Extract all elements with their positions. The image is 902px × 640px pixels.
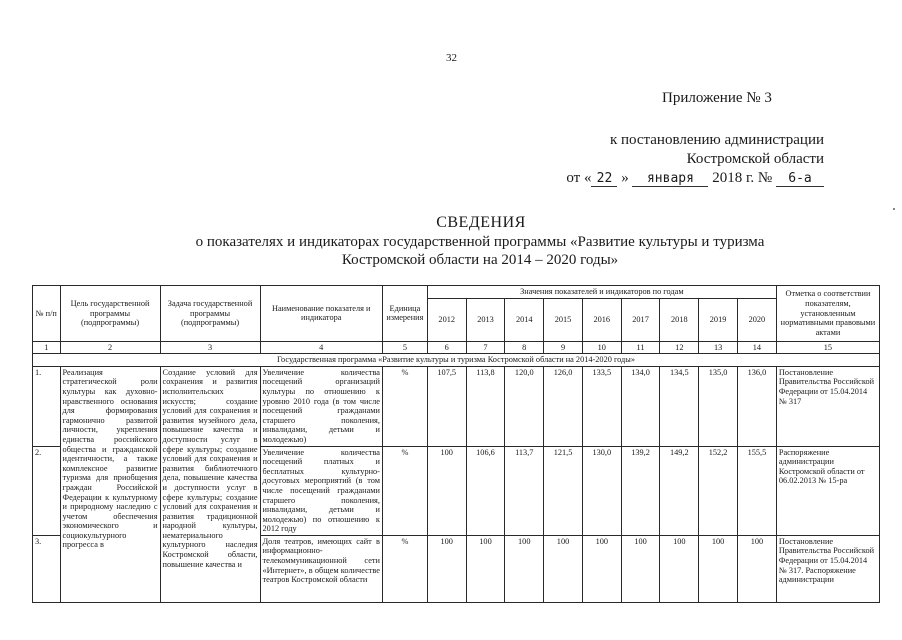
program-title: Государственная программа «Развитие культуры и туризма Костромской области на 2014-2020 годы» bbox=[33, 354, 880, 367]
column-number: 15 bbox=[776, 341, 879, 354]
column-number: 9 bbox=[544, 341, 583, 354]
date-month: января bbox=[632, 172, 708, 187]
value-cell: 107,5 bbox=[427, 366, 466, 446]
column-number: 8 bbox=[505, 341, 544, 354]
indicator-cell: Доля театров, имеющих сайт в информационно-телекоммуникационной сети «Интернет», в общем количестве театров Костромской области bbox=[260, 535, 382, 602]
decree-line-2: Костромской области bbox=[686, 151, 824, 167]
unit-cell: % bbox=[382, 366, 427, 446]
column-number: 12 bbox=[660, 341, 699, 354]
column-number: 5 bbox=[382, 341, 427, 354]
decree-reference bbox=[520, 131, 824, 188]
row-num: 2. bbox=[33, 446, 61, 535]
unit-cell: % bbox=[382, 535, 427, 602]
value-cell: 100 bbox=[466, 535, 505, 602]
header-year: 2012 bbox=[427, 298, 466, 341]
value-cell: 113,8 bbox=[466, 366, 505, 446]
goal-cell: Реализация стратегической роли культуры как духовно-нравственного основания для формирования гармонично развитой личности, укрепления единства российского общества и гражданской идентичности, а также комплексное развитие туризма для приобщения граждан Российской Федерации к культурному и природному наследию с учетом обеспечения экономического и социокультурного прогресса в bbox=[60, 366, 160, 602]
value-cell: 100 bbox=[427, 535, 466, 602]
header-compliance: Отметка о соответствии показателям, установленным нормативными правовыми актами bbox=[776, 286, 879, 342]
value-cell: 106,6 bbox=[466, 446, 505, 535]
header-year: 2014 bbox=[505, 298, 544, 341]
value-cell: 139,2 bbox=[621, 446, 660, 535]
value-cell: 155,5 bbox=[737, 446, 776, 535]
header-goal: Цель государственной программы (подпрограммы) bbox=[60, 286, 160, 342]
value-cell: 126,0 bbox=[544, 366, 583, 446]
compliance-cell: Постановление Правительства Российской Федерации от 15.04.2014 № 317 bbox=[776, 366, 879, 446]
indicators-table bbox=[32, 285, 880, 603]
value-cell: 130,0 bbox=[582, 446, 621, 535]
column-number: 3 bbox=[160, 341, 260, 354]
date-year: 2018 г. № bbox=[712, 170, 773, 186]
row-num: 1. bbox=[33, 366, 61, 446]
header-year: 2020 bbox=[737, 298, 776, 341]
column-number: 6 bbox=[427, 341, 466, 354]
document-title: СВЕДЕНИЯ bbox=[436, 214, 526, 231]
value-cell: 100 bbox=[427, 446, 466, 535]
value-cell: 152,2 bbox=[699, 446, 738, 535]
value-cell: 100 bbox=[699, 535, 738, 602]
column-number: 4 bbox=[260, 341, 382, 354]
compliance-cell: Постановление Правительства Российской Федерации от 15.04.2014 № 317. Распоряжение администрации bbox=[776, 535, 879, 602]
page-number: 32 bbox=[446, 52, 457, 64]
value-cell: 120,0 bbox=[505, 366, 544, 446]
value-cell: 135,0 bbox=[699, 366, 738, 446]
decree-number: 6-а bbox=[776, 172, 824, 187]
header-year: 2013 bbox=[466, 298, 505, 341]
header-unit: Единица измерения bbox=[382, 286, 427, 342]
value-cell: 121,5 bbox=[544, 446, 583, 535]
appendix-label: Приложение № 3 bbox=[662, 90, 772, 106]
column-number: 2 bbox=[60, 341, 160, 354]
value-cell: 136,0 bbox=[737, 366, 776, 446]
header-indicator: Наименование показателя и индикатора bbox=[260, 286, 382, 342]
indicator-cell: Увеличение количества посещений платных и бесплатных культурно-досуговых мероприятий (в том числе посещений гражданами старшего поколения, инвалидами, детьми и молодежью) по отношению к 2012 году bbox=[260, 446, 382, 535]
unit-cell: % bbox=[382, 446, 427, 535]
program-row bbox=[33, 354, 880, 367]
column-number: 13 bbox=[699, 341, 738, 354]
document-subtitle: о показателях и индикаторах государственной программы «Развитие культуры и туризма Костромской области на 2014 – 2020 годы» bbox=[195, 234, 765, 268]
value-cell: 100 bbox=[505, 535, 544, 602]
value-cell: 100 bbox=[544, 535, 583, 602]
indicator-cell: Увеличение количества посещений организаций культуры по отношению к уровню 2010 года (в том числе посещений гражданами старшего поколения, инвалидами, детьми и молодежью) bbox=[260, 366, 382, 446]
header-year: 2017 bbox=[621, 298, 660, 341]
header-year: 2018 bbox=[660, 298, 699, 341]
header-year: 2019 bbox=[699, 298, 738, 341]
row-num: 3. bbox=[33, 535, 61, 602]
header-year: 2016 bbox=[582, 298, 621, 341]
value-cell: 134,5 bbox=[660, 366, 699, 446]
date-prefix: от « bbox=[566, 170, 592, 186]
decree-date bbox=[566, 169, 824, 188]
column-number: 10 bbox=[582, 341, 621, 354]
column-number: 11 bbox=[621, 341, 660, 354]
header-row-1 bbox=[33, 286, 880, 299]
value-cell: 133,5 bbox=[582, 366, 621, 446]
column-number: 1 bbox=[33, 341, 61, 354]
value-cell: 134,0 bbox=[621, 366, 660, 446]
value-cell: 100 bbox=[621, 535, 660, 602]
date-day: 22 bbox=[591, 172, 617, 187]
column-numbers-row bbox=[33, 341, 880, 354]
compliance-cell: Распоряжение администрации Костромской области от 06.02.2013 № 15-ра bbox=[776, 446, 879, 535]
header-task: Задача государственной программы (подпрограммы) bbox=[160, 286, 260, 342]
header-num: № п/п bbox=[33, 286, 61, 342]
value-cell: 149,2 bbox=[660, 446, 699, 535]
table-row bbox=[33, 366, 880, 446]
value-cell: 100 bbox=[660, 535, 699, 602]
value-cell: 100 bbox=[737, 535, 776, 602]
value-cell: 100 bbox=[582, 535, 621, 602]
value-cell: 113,7 bbox=[505, 446, 544, 535]
column-number: 14 bbox=[737, 341, 776, 354]
decree-line-1: к постановлению администрации bbox=[609, 132, 824, 148]
task-cell: Создание условий для сохранения и развития исполнительских искусств; создание условий для сохранения и развития музейного дела, повышение качества и доступности услуг в сфере культуры; создание условий для сохранения и развития библиотечного дела, повышение качества и доступности услуг в сфере культуры; создание условий для сохранения и развития традиционной народной культуры, нематериального культурного наследия Костромской области, повышение качества и bbox=[160, 366, 260, 602]
date-mid: » bbox=[621, 170, 629, 186]
scan-artifact bbox=[893, 208, 895, 210]
header-values-group: Значения показателей и индикаторов по годам bbox=[427, 286, 776, 299]
header-year: 2015 bbox=[544, 298, 583, 341]
column-number: 7 bbox=[466, 341, 505, 354]
